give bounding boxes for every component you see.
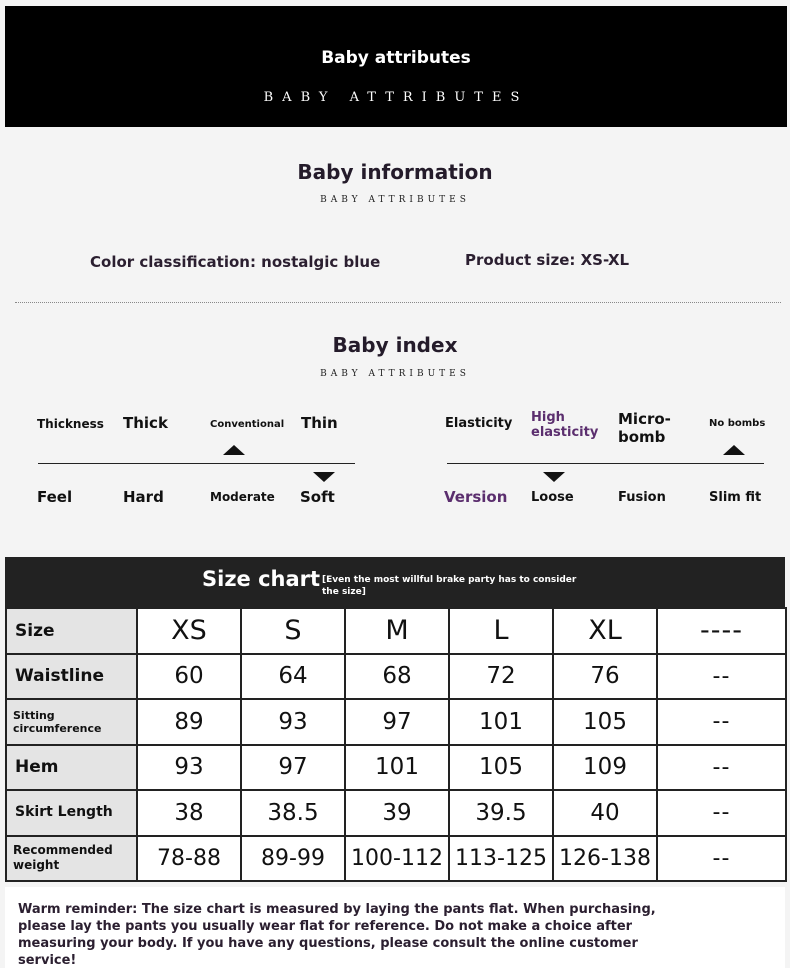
size-header-label: Size	[6, 608, 137, 654]
version-indicator-down-icon	[543, 472, 565, 482]
feel-option-soft: Soft	[300, 488, 335, 506]
table-cell: --	[657, 790, 786, 836]
table-cell: 113-125	[449, 836, 553, 882]
elasticity-indicator-up-icon	[723, 445, 745, 455]
table-row	[6, 790, 786, 836]
warm-reminder: Warm reminder: The size chart is measured by laying the pants flat. When purchasing, please lay the pants you usually wear flat for reference. Do not make a choice after measuring your body. If you have any questions, please consult the online customer service!	[18, 902, 656, 968]
table-cell: 40	[553, 790, 657, 836]
size-col-xl: XL	[553, 608, 657, 654]
right-index-line	[447, 463, 764, 464]
size-col-s: S	[241, 608, 345, 654]
table-cell: 39.5	[449, 790, 553, 836]
table-cell: 105	[553, 699, 657, 745]
table-row	[6, 608, 786, 654]
info-title: Baby information	[297, 160, 493, 184]
table-cell: 68	[345, 654, 449, 700]
table-cell: 100-112	[345, 836, 449, 882]
table-cell: 72	[449, 654, 553, 700]
size-col-l: L	[449, 608, 553, 654]
feel-option-hard: Hard	[123, 488, 164, 506]
elasticity-label: Elasticity	[445, 416, 513, 431]
table-cell: 101	[449, 699, 553, 745]
table-cell: 78-88	[137, 836, 241, 882]
left-index-line	[38, 463, 355, 464]
table-cell: 101	[345, 745, 449, 791]
thickness-option-thick: Thick	[123, 414, 168, 432]
table-row	[6, 654, 786, 700]
table-cell: 93	[137, 745, 241, 791]
header-subtitle: BABY ATTRIBUTES	[263, 90, 529, 105]
size-col-extra: ----	[657, 608, 786, 654]
thickness-label: Thickness	[37, 417, 104, 431]
table-row	[6, 836, 786, 882]
table-cell: 109	[553, 745, 657, 791]
table-cell: 76	[553, 654, 657, 700]
row-label-hem: Hem	[6, 745, 137, 791]
table-cell: 89	[137, 699, 241, 745]
feel-option-moderate: Moderate	[210, 490, 275, 504]
feel-label: Feel	[37, 488, 73, 506]
table-cell: 97	[241, 745, 345, 791]
size-chart-title: Size chart	[202, 567, 321, 591]
version-option-fusion: Fusion	[618, 490, 666, 505]
table-cell: 64	[241, 654, 345, 700]
elasticity-option-micro-bomb: Micro-bomb	[618, 410, 671, 446]
index-title: Baby index	[332, 333, 458, 357]
row-label-waistline: Waistline	[6, 654, 137, 700]
table-row	[6, 745, 786, 791]
row-label-skirt-length: Skirt Length	[6, 790, 137, 836]
table-cell: --	[657, 699, 786, 745]
table-cell: 105	[449, 745, 553, 791]
table-cell: 39	[345, 790, 449, 836]
table-cell: 38	[137, 790, 241, 836]
section-divider	[15, 302, 781, 303]
size-table	[5, 607, 787, 882]
feel-indicator-down-icon	[313, 472, 335, 482]
elasticity-option-no-bombs: No bombs	[709, 418, 766, 429]
row-label-sitting-circumference: Sitting circumference	[6, 699, 137, 745]
info-subtitle: BABY ATTRIBUTES	[320, 195, 470, 205]
table-cell: 60	[137, 654, 241, 700]
header-title: Baby attributes	[321, 48, 471, 68]
table-cell: 38.5	[241, 790, 345, 836]
table-cell: --	[657, 745, 786, 791]
table-cell: --	[657, 836, 786, 882]
color-classification: Color classification: nostalgic blue	[90, 253, 381, 271]
version-option-loose: Loose	[531, 490, 574, 505]
thickness-indicator-up-icon	[223, 445, 245, 455]
table-cell: 93	[241, 699, 345, 745]
version-option-slim-fit: Slim fit	[709, 490, 762, 505]
elasticity-option-high: High elasticity	[531, 410, 599, 440]
table-row	[6, 699, 786, 745]
version-label: Version	[444, 488, 508, 506]
size-chart-note: [Even the most willful brake party has to consider the size]	[322, 575, 577, 597]
table-cell: 97	[345, 699, 449, 745]
row-label-recommended-weight: Recommended weight	[6, 836, 137, 882]
thickness-option-conventional: Conventional	[210, 419, 285, 430]
attributes-header	[5, 6, 787, 127]
product-size: Product size: XS-XL	[465, 251, 630, 269]
index-subtitle: BABY ATTRIBUTES	[320, 369, 470, 379]
size-col-m: M	[345, 608, 449, 654]
table-cell: 89-99	[241, 836, 345, 882]
size-col-xs: XS	[137, 608, 241, 654]
thickness-option-thin: Thin	[301, 414, 338, 432]
table-cell: --	[657, 654, 786, 700]
table-cell: 126-138	[553, 836, 657, 882]
